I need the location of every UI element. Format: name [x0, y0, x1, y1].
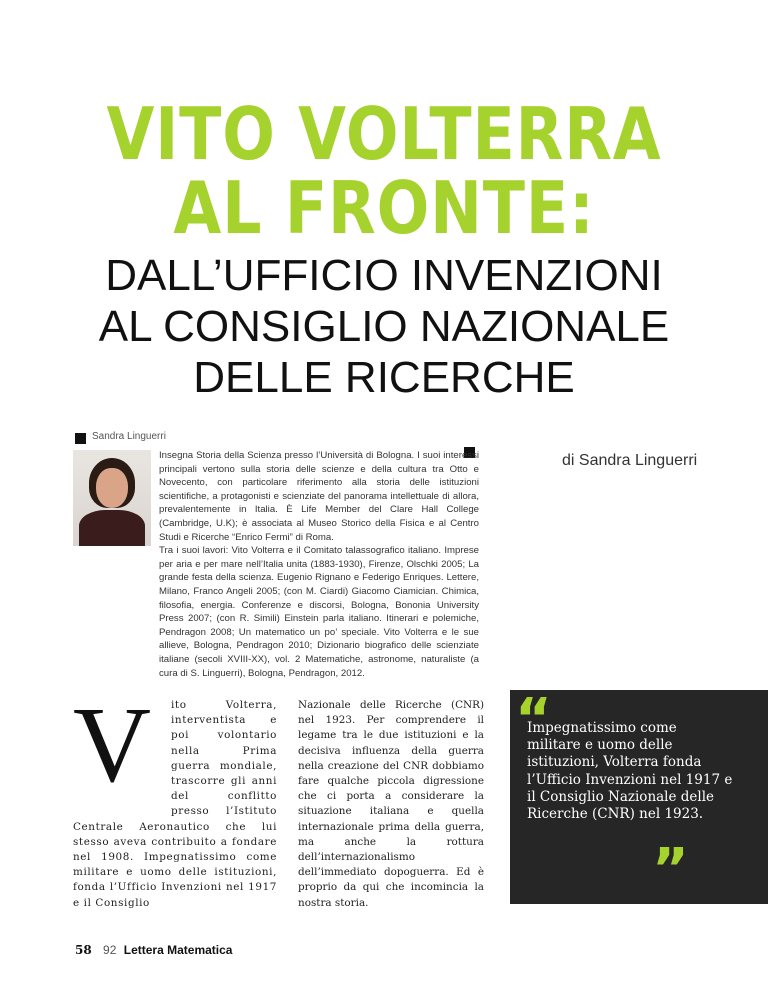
article-column-2: Nazionale delle Ricerche (CNR) nel 1923. Per comprendere il legame tra le due istituzioni e la decisiva influenza della guerra nella creazione del CNR dobbiamo fare qualche piccola digressione che ci porta a considerare la situazione italiana e quella internazionale prima della guerra, ma anche la rottura dell’internazionalismo dell’immediato dopoguerra. Ed è proprio da qui che incomincia la nostra storia. [298, 699, 484, 909]
page-footer [75, 943, 232, 957]
article-column-1 [73, 686, 277, 911]
pullquote-text: Impegnatissimo come militare e uomo delle istituzioni, Volterra fonda l’Ufficio Invenzioni nel 1917 e il Consiglio Nazionale delle Ricerche (CNR) nel 1923. [527, 720, 733, 823]
close-quote-icon: ” [652, 837, 689, 902]
bio-paragraph-1: Insegna Storia della Scienza presso l’Università di Bologna. I suoi interessi principali vertono sulla storia delle scienze e della cultura tra Otto e Novecento, con particolare riferimento alla storia delle istituzioni scientifiche, a protagonisti e scienziate del panorama intellettuale di allora, prevalentemente in Italia. È Life Member del Clare Hall College (Cambridge, U.K); è associata al Museo Storico della Fisica e al Centro Studi e Ricerche “Enrico Fermi” di Roma. [159, 450, 479, 543]
issue-number: 92 [103, 943, 117, 957]
subtitle-line-3: DELLE RICERCHE [193, 353, 575, 402]
open-quote-icon: “ [515, 687, 552, 752]
drop-cap: V [73, 686, 151, 805]
title-line-1: VITO VOLTERRA [106, 92, 662, 176]
subtitle-line-1: DALL’UFFICIO INVENZIONI [105, 251, 663, 300]
author-bio [159, 449, 479, 680]
bio-marker-square [75, 433, 86, 444]
magazine-name: Lettera Matematica [123, 943, 233, 957]
author-photo [73, 450, 151, 546]
title-line-2: AL FRONTE: [173, 166, 595, 250]
bio-author-name: Sandra Linguerri [92, 431, 166, 442]
subtitle-line-2: AL CONSIGLIO NAZIONALE [98, 302, 670, 351]
bio-paragraph-2: Tra i suoi lavori: Vito Volterra e il Comitato talassografico italiano. Imprese per aria e per mare nell’Italia unita (1883-1930), Firenze, Olschki 2005; La grande festa della scienza. Eugenio Rignano e Federigo Enriques. Lettere, Milano, Franco Angeli 2005; (con M. Ciardi) Giacomo Ciamician. Chimica, filosofia, energia. Conferenze e discorsi, Bologna, Bononia University Press 2007; (con R. Simili) Einstein parla italiano. Itinerari e polemiche, Pendragon 2008; Un matematico un po’ speciale. Vito Volterra e le sue allieve, Bologna, Pendragon 2010; Dizionario biografico delle scienziate italiane (secoli XVIII-XX), vol. 2 Matematiche, astronome, naturaliste (a cura di S. Linguerri), Bologna, Pendragon, 2012. [159, 545, 479, 679]
byline: di Sandra Linguerri [562, 452, 698, 469]
page-number: 58 [75, 943, 92, 957]
article-column-1-text: ito Volterra, interventista e poi volontario nella Prima guerra mondiale, trascorre gli anni del conflitto presso l’Istituto Centrale Aeronautico che lui stesso aveva contribuito a fondare nel 1908. Impegnatissimo come militare e uomo delle istituzioni, fonda l’Ufficio Invenzioni nel 1917 e il Consiglio [73, 699, 277, 909]
